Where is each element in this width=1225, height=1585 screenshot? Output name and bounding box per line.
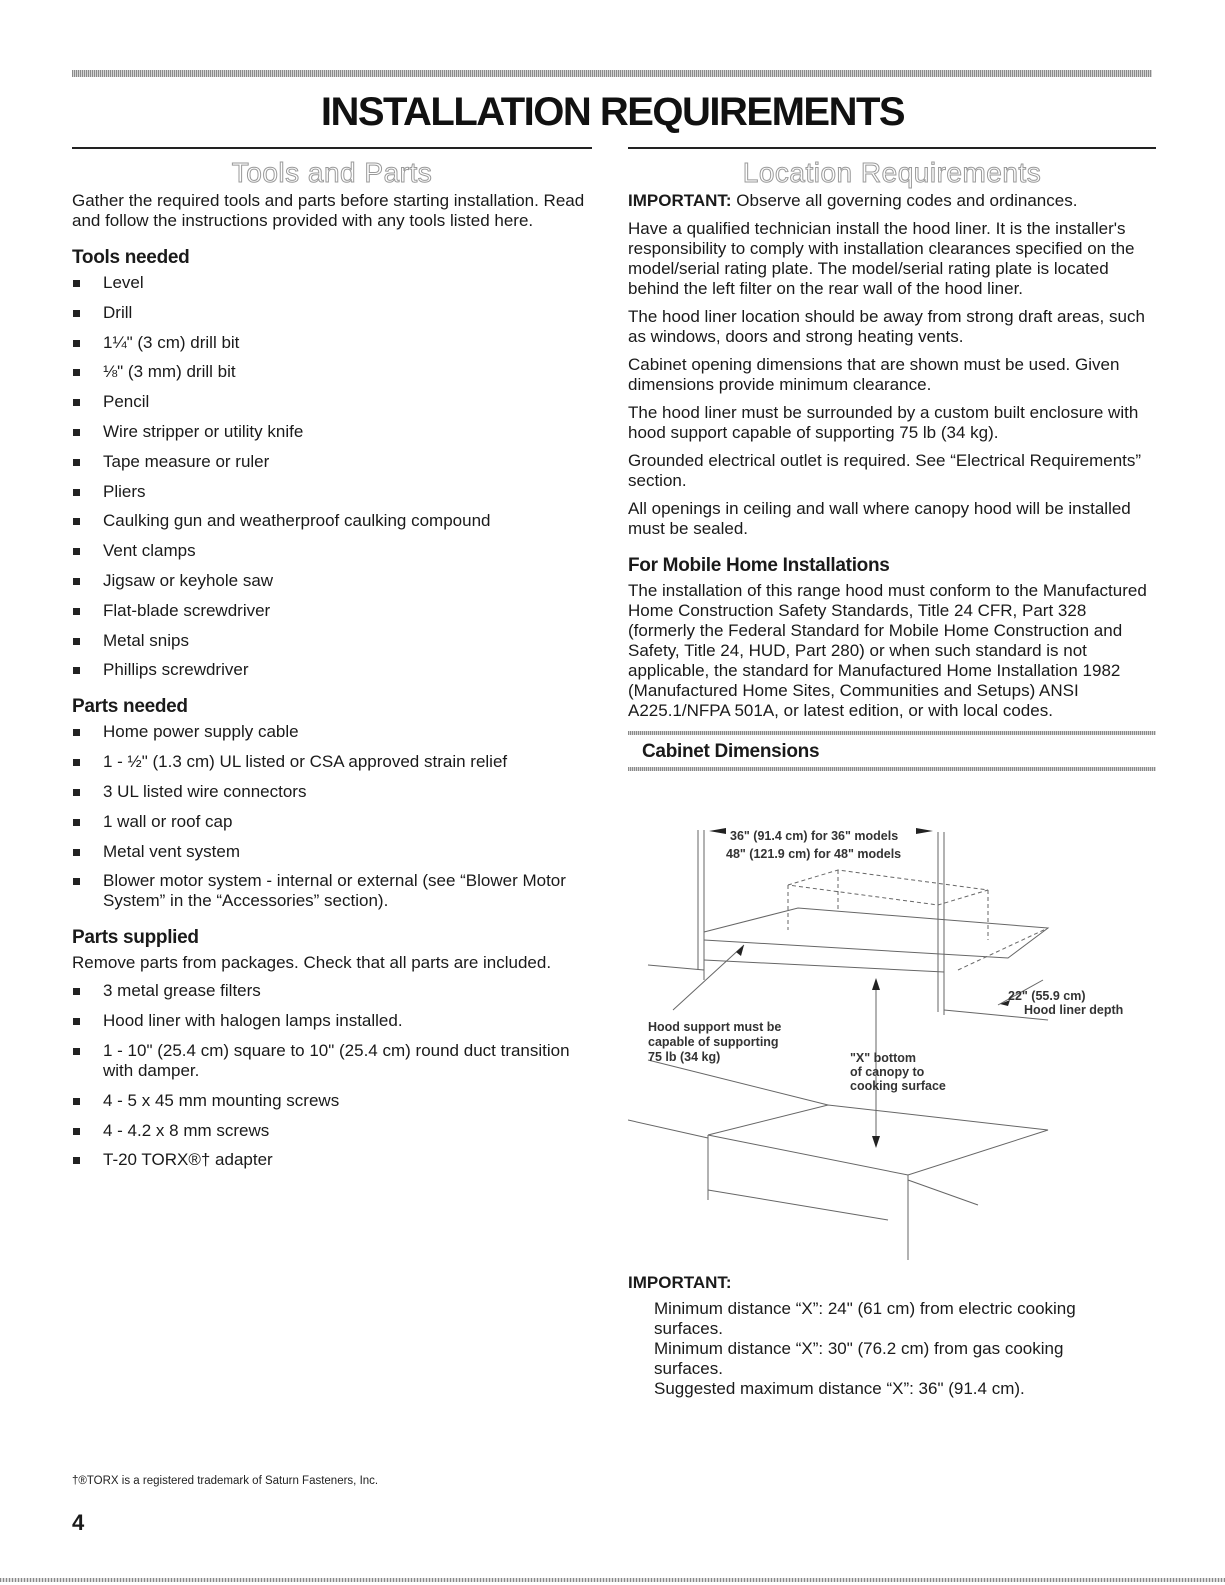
bullet-icon <box>73 578 80 585</box>
list-item: Hood liner with halogen lamps installed. <box>72 1011 592 1031</box>
section-rule <box>72 147 592 149</box>
list-item: 1 - ½" (1.3 cm) UL listed or CSA approved strain relief <box>72 752 592 772</box>
bullet-icon <box>73 1098 80 1105</box>
parts-needed-heading: Parts needed <box>72 696 188 718</box>
bullet-icon <box>73 849 80 856</box>
list-item: Phillips screwdriver <box>72 660 592 680</box>
parts-supplied-list <box>72 981 592 1170</box>
x-label-line-3: cooking surface <box>850 1079 946 1093</box>
width-48-label: 48" (121.9 cm) for 48" models <box>726 847 902 861</box>
section-rule <box>628 147 1156 149</box>
distance-line: surfaces. <box>654 1359 723 1378</box>
list-item: 4 - 5 x 45 mm mounting screws <box>72 1091 592 1111</box>
distance-line: surfaces. <box>654 1319 723 1338</box>
mobile-home-heading: For Mobile Home Installations <box>628 555 890 576</box>
list-item: ⅛" (3 mm) drill bit <box>72 362 592 382</box>
list-item: 4 - 4.2 x 8 mm screws <box>72 1121 592 1141</box>
distance-line: Minimum distance “X”: 24" (61 cm) from electric cooking <box>654 1299 1076 1318</box>
list-item: 1 - 10" (25.4 cm) square to 10" (25.4 cm) round duct transition with damper. <box>72 1041 592 1081</box>
bullet-icon <box>73 429 80 436</box>
bullet-icon <box>73 518 80 525</box>
location-paragraph: Cabinet opening dimensions that are shown must be used. Given dimensions provide minimum clearance. <box>628 355 1120 394</box>
header-pattern-band <box>72 70 1152 77</box>
support-label-line-2: capable of supporting <box>648 1035 779 1049</box>
trademark-footnote: †®TORX is a registered trademark of Saturn Fasteners, Inc. <box>72 1475 379 1487</box>
parts-needed-list <box>72 722 592 911</box>
list-item: Pliers <box>72 482 592 502</box>
page-title: INSTALLATION REQUIREMENTS <box>320 90 905 134</box>
tools-list <box>72 273 592 680</box>
diagram-arrows <box>709 828 1010 1148</box>
bullet-icon <box>73 789 80 796</box>
bullet-icon <box>73 608 80 615</box>
list-item: 1 wall or roof cap <box>72 812 592 832</box>
important-label: IMPORTANT: <box>628 191 732 210</box>
bullet-icon <box>73 988 80 995</box>
tools-and-parts-column <box>72 147 592 1180</box>
cabinet-band-bottom <box>628 767 1156 771</box>
location-paragraph: Have a qualified technician install the hood liner. It is the installer's responsibility to comply with installation clearances specified on the model/serial rating plate. The model/serial rating plate is located behind the left filter on the rear wall of the hood liner. <box>628 219 1135 298</box>
bullet-icon <box>73 489 80 496</box>
bullet-icon <box>73 1157 80 1164</box>
bullet-icon <box>73 1128 80 1135</box>
cabinet-dimensions-heading: Cabinet Dimensions <box>642 741 820 762</box>
list-item: Level <box>72 273 592 293</box>
support-label-line-3: 75 lb (34 kg) <box>648 1050 721 1064</box>
parts-supplied-intro: Remove parts from packages. Check that all parts are included. <box>72 953 552 973</box>
list-item: Home power supply cable <box>72 722 592 742</box>
parts-supplied-heading: Parts supplied <box>72 927 199 949</box>
page-number: 4 <box>72 1510 85 1535</box>
list-item: Flat-blade screwdriver <box>72 601 592 621</box>
location-paragraph: The hood liner must be surrounded by a custom built enclosure with hood support capable of supporting 75 lb (34 kg). <box>628 403 1139 442</box>
distance-line: Suggested maximum distance “X”: 36" (91.4 cm). <box>654 1379 1025 1398</box>
depth-value-label: 22" (55.9 cm) <box>1008 989 1086 1003</box>
footer-pattern-band <box>0 1578 1225 1582</box>
list-item: Metal snips <box>72 631 592 651</box>
distance-important-label: IMPORTANT: <box>628 1273 732 1292</box>
width-36-label: 36" (91.4 cm) for 36" models <box>730 829 899 843</box>
list-item: Wire stripper or utility knife <box>72 422 592 442</box>
bullet-icon <box>73 280 80 287</box>
bullet-icon <box>73 1048 80 1055</box>
bullet-icon <box>73 399 80 406</box>
location-requirements-heading: Location Requirements <box>742 157 1042 188</box>
bullet-icon <box>73 548 80 555</box>
list-item: Pencil <box>72 392 592 412</box>
bullet-icon <box>73 310 80 317</box>
bullet-icon <box>73 878 80 885</box>
important-text: Observe all governing codes and ordinances. <box>731 191 1078 210</box>
depth-caption-label: Hood liner depth <box>1024 1003 1124 1017</box>
tools-and-parts-heading: Tools and Parts <box>231 157 433 188</box>
location-requirements-column <box>628 147 1156 771</box>
x-label-line-2: of canopy to <box>850 1065 925 1079</box>
distance-line: Minimum distance “X”: 30" (76.2 cm) from gas cooking <box>654 1339 1064 1358</box>
cabinet-band-top <box>628 731 1156 735</box>
tools-intro: Gather the required tools and parts before starting installation. Read and follow the instructions provided with any tools listed here. <box>72 191 585 230</box>
list-item: Jigsaw or keyhole saw <box>72 571 592 591</box>
list-item: Tape measure or ruler <box>72 452 592 472</box>
location-paragraph: The hood liner location should be away from strong draft areas, such as windows, doors and strong heating vents. <box>628 307 1145 346</box>
bullet-icon <box>73 667 80 674</box>
tools-needed-heading: Tools needed <box>72 247 190 268</box>
x-label-line-1: "X" bottom <box>850 1051 917 1065</box>
mobile-home-text: The installation of this range hood must conform to the Manufactured Home Construction Safety Standards, Title 24 CFR, Part 328 (formerly the Federal Standard for Mobile Home Construction and Safety, Title 24, HUD, Part 280) or when such standard is not applicable, the standard for Manufactured Home Installation 1982 (Manufactured Home Sites, Communities and Setups) ANSI A225.1/NFPA 501A, or latest edition, or with local codes. <box>628 581 1147 720</box>
location-paragraph: All openings in ceiling and wall where canopy hood will be installed must be sealed. <box>628 499 1131 538</box>
support-label-line-1: Hood support must be <box>648 1020 782 1034</box>
distance-requirements <box>628 1273 1156 1399</box>
bullet-icon <box>73 759 80 766</box>
bullet-icon <box>73 638 80 645</box>
list-item: Metal vent system <box>72 842 592 862</box>
list-item: Caulking gun and weatherproof caulking compound <box>72 511 592 531</box>
list-item: T-20 TORX®† adapter <box>72 1150 592 1170</box>
bullet-icon <box>73 340 80 347</box>
list-item: 1¼" (3 cm) drill bit <box>72 333 592 353</box>
list-item: 3 metal grease filters <box>72 981 592 1001</box>
list-item: Vent clamps <box>72 541 592 561</box>
bullet-icon <box>73 459 80 466</box>
location-paragraph: Grounded electrical outlet is required. See “Electrical Requirements” section. <box>628 451 1142 490</box>
list-item: Blower motor system - internal or external (see “Blower Motor System” in the “Accessories” section). <box>72 871 592 911</box>
important-note <box>628 191 1156 211</box>
bullet-icon <box>73 729 80 736</box>
bullet-icon <box>73 819 80 826</box>
list-item: Drill <box>72 303 592 323</box>
cabinet-dimensions-diagram <box>628 820 1156 1270</box>
bullet-icon <box>73 1018 80 1025</box>
list-item: 3 UL listed wire connectors <box>72 782 592 802</box>
bullet-icon <box>73 369 80 376</box>
